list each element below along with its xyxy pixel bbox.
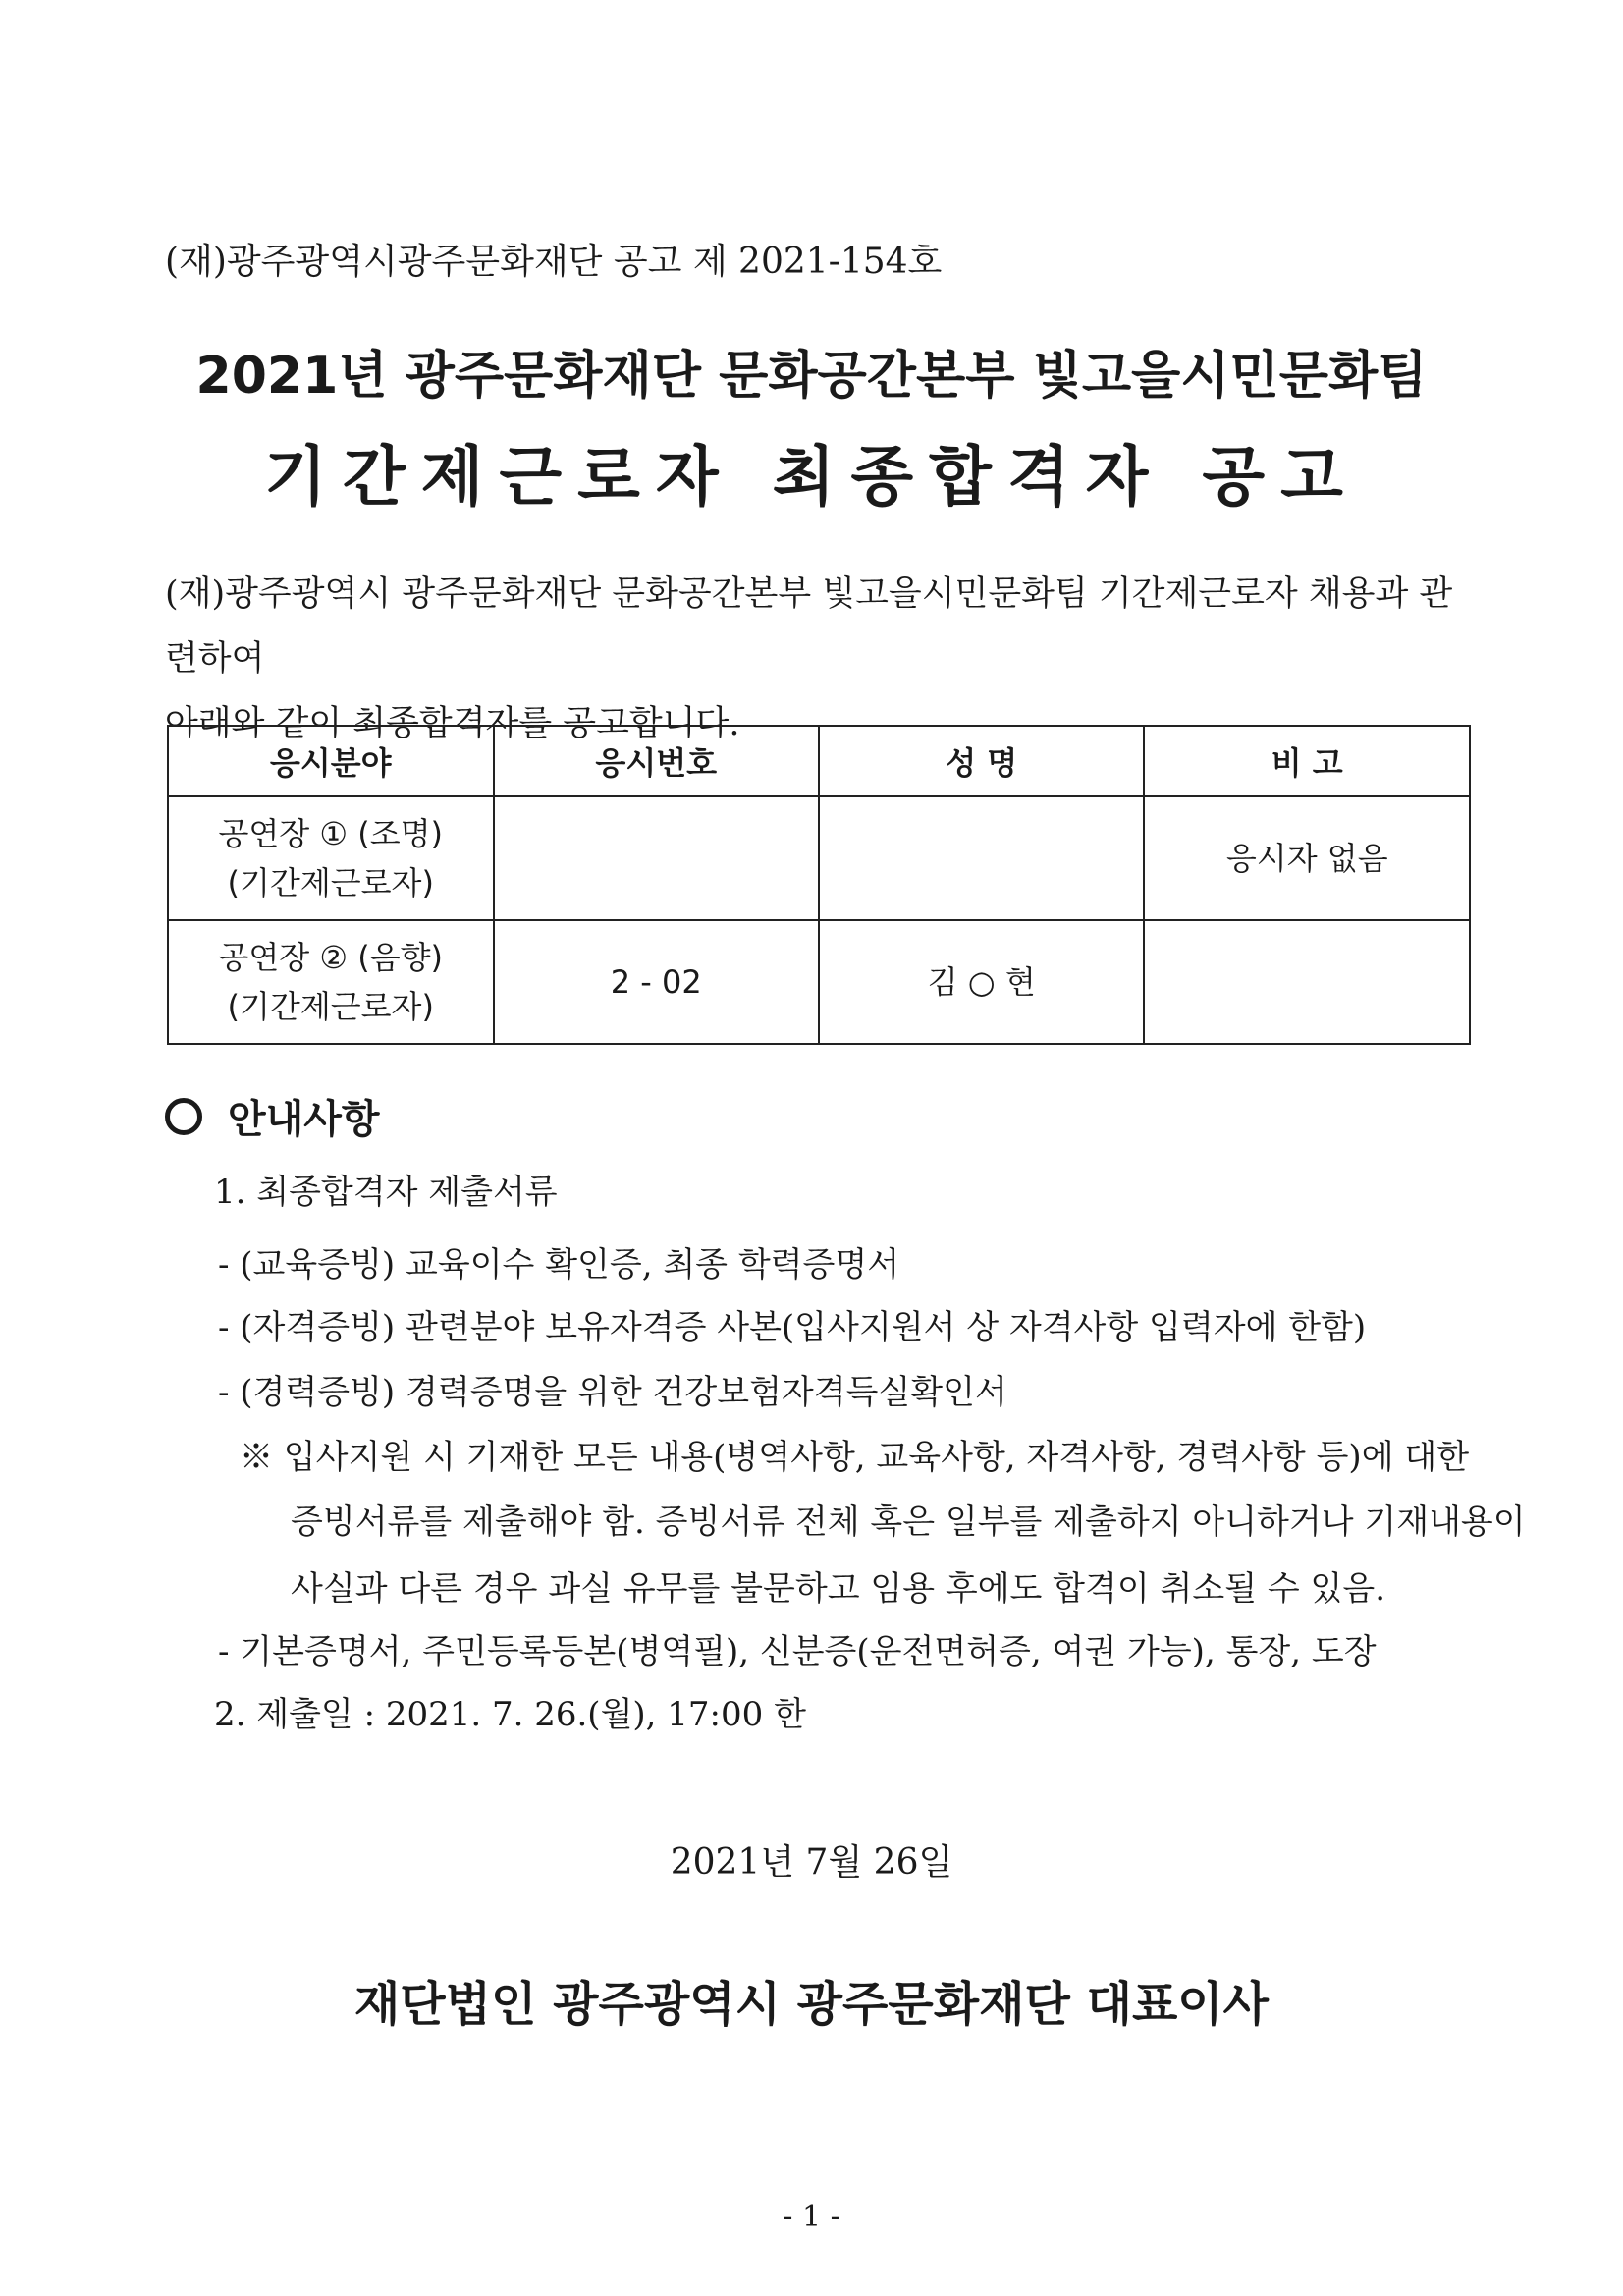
guide-heading <box>165 1088 380 1144</box>
cell-name: 김 ○ 현 <box>819 920 1144 1044</box>
page-number: - 1 - <box>783 2200 840 2234</box>
guide-heading-text: 안내사항 <box>228 1097 380 1142</box>
notice-date: 2021년 7월 26일 <box>670 1842 953 1883</box>
cell-name <box>819 796 1144 920</box>
cell-note: 응시자 없음 <box>1144 796 1470 920</box>
header-number: 응시번호 <box>494 726 820 796</box>
doc-basic: - 기본증명서, 주민등록등본(병역필), 신분증(운전면허증, 여권 가능), 통장, 도장 <box>218 1632 1377 1671</box>
header-name: 성 명 <box>819 726 1144 796</box>
guide-item-2: 2. 제출일 : 2021. 7. 26.(월), 17:00 한 <box>214 1695 806 1734</box>
note-line-1: ※ 입사지원 시 기재한 모든 내용(병역사항, 교육사항, 자격사항, 경력사항 등)에 대한 <box>240 1438 1470 1477</box>
note-line-2: 증빙서류를 제출해야 함. 증빙서류 전체 혹은 일부를 제출하지 아니하거나 기재내용이 <box>291 1503 1526 1542</box>
guide-item-1: 1. 최종합격자 제출서류 <box>214 1173 558 1212</box>
field-line-1: 공연장 ② (음향) <box>218 939 444 976</box>
cell-field <box>168 920 494 1044</box>
table-header-row <box>168 726 1470 796</box>
circle-bullet-icon <box>165 1098 202 1135</box>
field-line-2: (기간제근로자) <box>227 988 434 1025</box>
header-note: 비 고 <box>1144 726 1470 796</box>
cell-field <box>168 796 494 920</box>
cell-note <box>1144 920 1470 1044</box>
doc-career: - (경력증빙) 경력증명을 위한 건강보험자격득실확인서 <box>218 1373 1007 1412</box>
table-row <box>168 796 1470 920</box>
intro-line-1: (재)광주광역시 광주문화재단 문화공간본부 빛고을시민문화팀 기간제근로자 채용과 관련하여 <box>165 574 1453 679</box>
notice-number: (재)광주광역시광주문화재단 공고 제 2021-154호 <box>165 242 943 282</box>
table-row <box>168 920 1470 1044</box>
field-line-1: 공연장 ① (조명) <box>218 815 444 852</box>
title-line-2: 기간제근로자 최종합격자 공고 <box>264 439 1359 515</box>
header-field: 응시분야 <box>168 726 494 796</box>
title-line-1: 2021년 광주문화재단 문화공간본부 빛고을시민문화팀 <box>195 347 1428 406</box>
field-line-2: (기간제근로자) <box>227 864 434 902</box>
result-table <box>167 725 1471 1045</box>
intro-line-2: 아래와 같이 최종합격자를 공고합니다. <box>165 704 740 743</box>
organization-name: 재단법인 광주광역시 광주문화재단 대표이사 <box>353 1977 1270 2032</box>
cell-number <box>494 796 820 920</box>
cell-number: 2 - 02 <box>494 920 820 1044</box>
doc-education: - (교육증빙) 교육이수 확인증, 최종 학력증명서 <box>218 1245 900 1285</box>
note-line-3: 사실과 다른 경우 과실 유무를 불문하고 임용 후에도 합격이 취소될 수 있음. <box>291 1569 1386 1609</box>
doc-certificate: - (자격증빙) 관련분야 보유자격증 사본(입사지원서 상 자격사항 입력자에 한함) <box>218 1308 1367 1347</box>
